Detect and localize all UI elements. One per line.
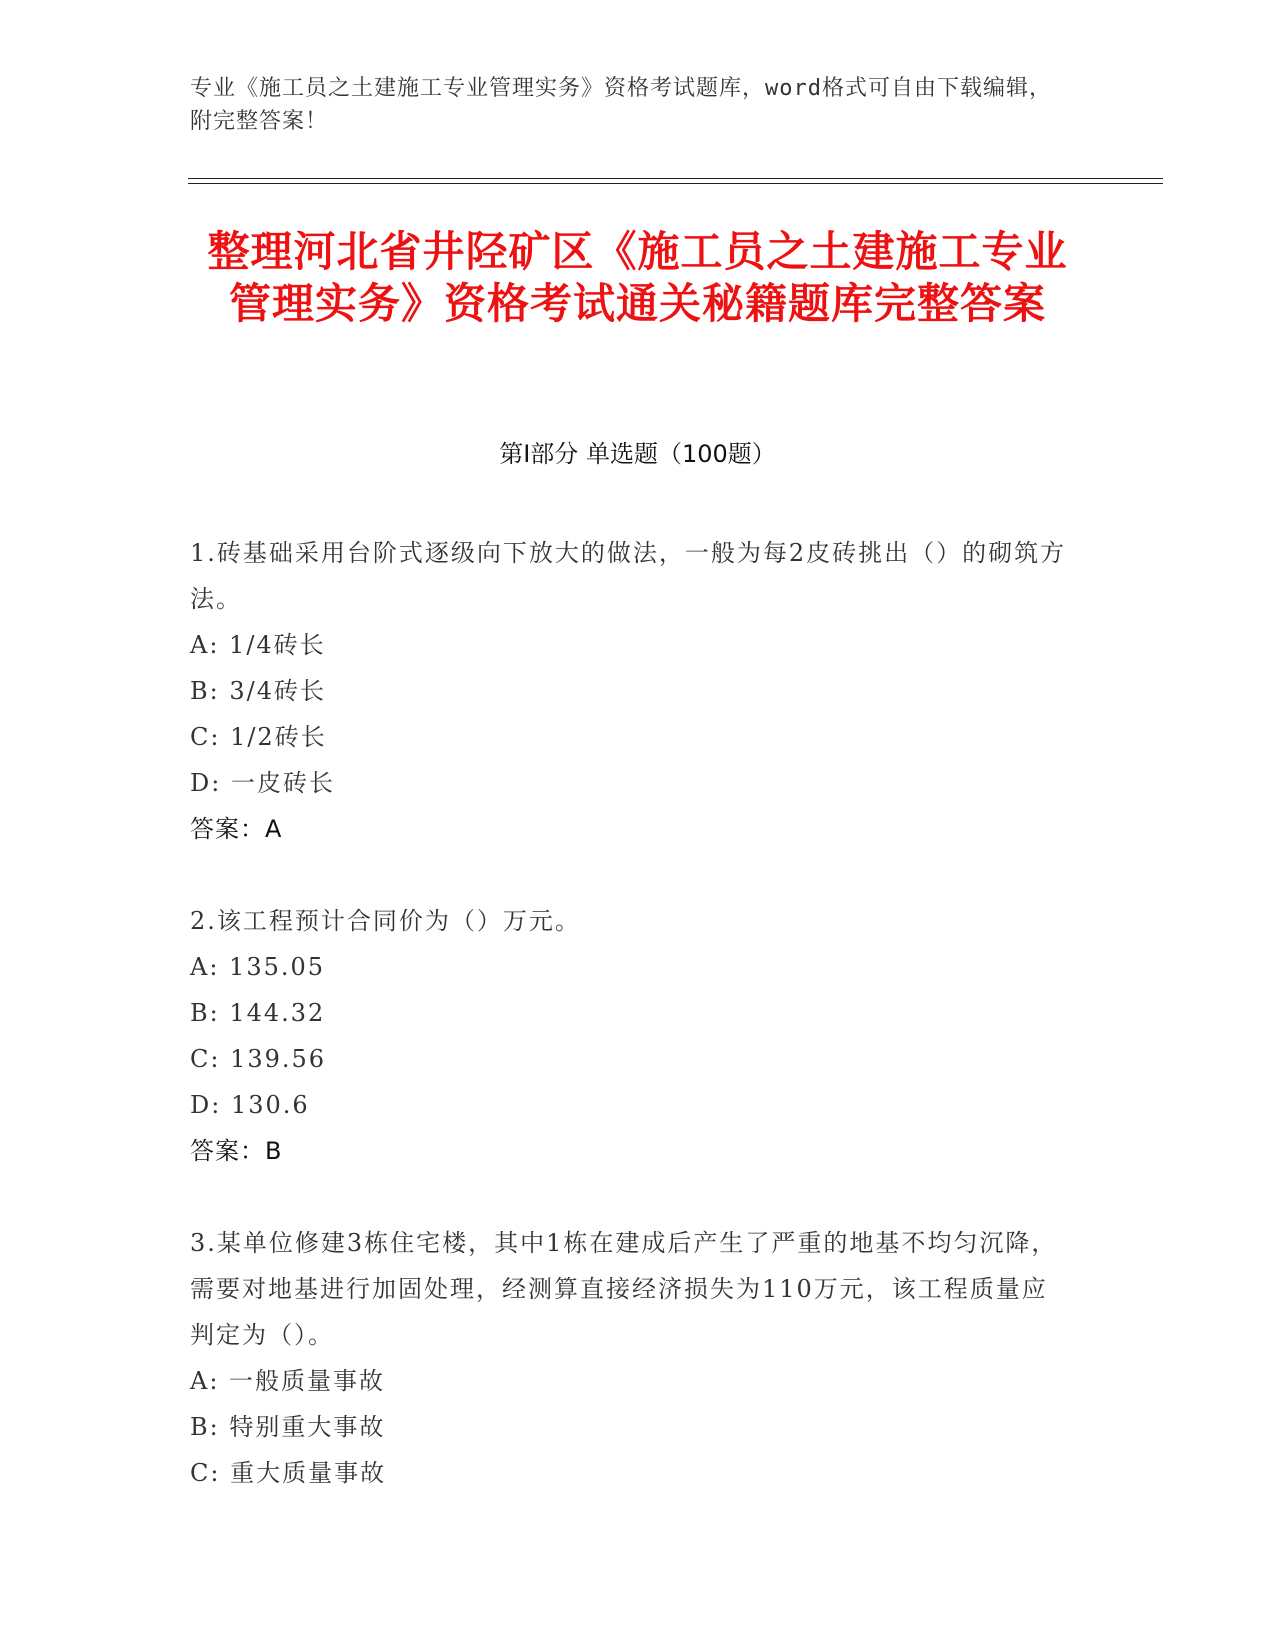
question-stem: 3.某单位修建3栋住宅楼，其中1栋在建成后产生了严重的地基不均匀沉降，需要对地基进行加固处理，经测算直接经济损失为110万元，该工程质量应判定为（）。 — [190, 1229, 1058, 1349]
question-answer: 答案：A — [190, 815, 283, 843]
option-d: D: 130.6 — [190, 1091, 310, 1119]
header-note: 专业《施工员之土建施工专业管理实务》资格考试题库，word格式可自由下载编辑，附完整答案！ — [190, 76, 1052, 134]
header-divider-bottom — [188, 183, 1163, 184]
option-c: C: 1/2砖长 — [190, 723, 327, 751]
section-title: 第I部分 单选题（100题） — [499, 440, 776, 468]
document-title: 整理河北省井陉矿区《施工员之土建施工专业管理实务》资格考试通关秘籍题库完整答案 — [207, 227, 1068, 328]
question-1 — [190, 530, 1070, 852]
question-2 — [190, 898, 1070, 1174]
question-stem: 1.砖基础采用台阶式逐级向下放大的做法，一般为每2皮砖挑出（）的砌筑方法。 — [190, 539, 1067, 613]
question-stem: 2.该工程预计合同价为（）万元。 — [190, 907, 581, 935]
option-c: C: 重大质量事故 — [190, 1459, 387, 1487]
option-b: B: 144.32 — [190, 999, 326, 1027]
option-d: D: 一皮砖长 — [190, 769, 335, 797]
option-a: A: 135.05 — [190, 953, 326, 981]
option-c: C: 139.56 — [190, 1045, 327, 1073]
option-b: B: 特别重大事故 — [190, 1413, 386, 1441]
header-divider-top — [188, 178, 1163, 179]
option-a: A: 一般质量事故 — [190, 1367, 386, 1395]
question-3 — [190, 1220, 1070, 1496]
option-a: A: 1/4砖长 — [190, 631, 326, 659]
option-b: B: 3/4砖长 — [190, 677, 326, 705]
question-list — [190, 530, 1070, 1542]
question-answer: 答案：B — [190, 1137, 283, 1165]
